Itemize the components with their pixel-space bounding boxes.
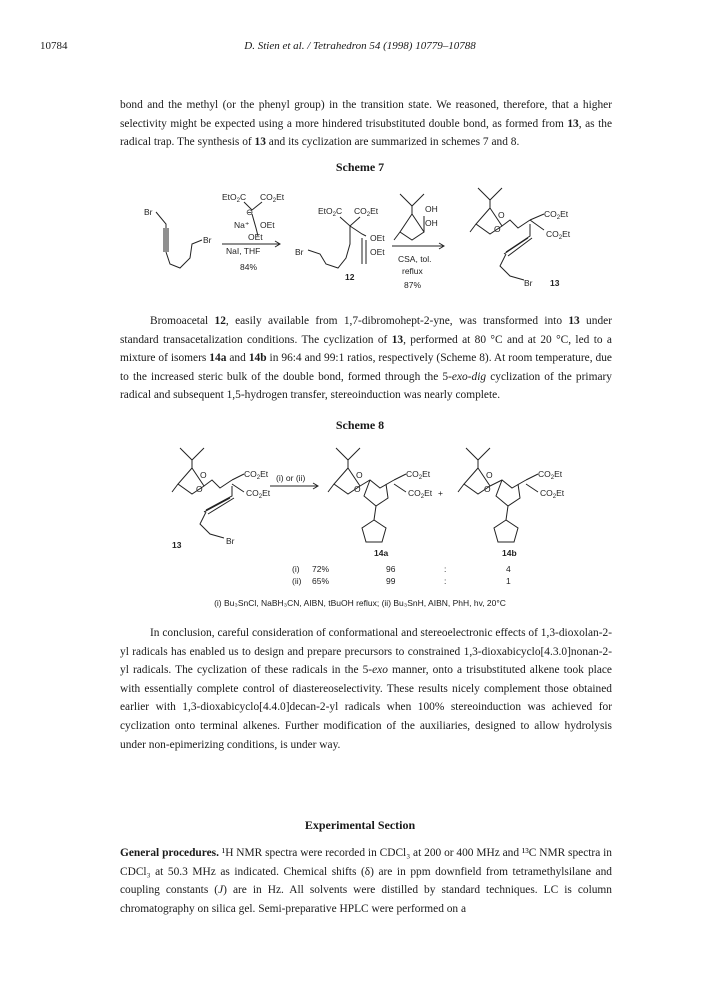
compound-12 bbox=[295, 206, 385, 282]
scheme7-figure bbox=[140, 184, 610, 296]
svg-text:CO2Et: $CO_2Et$ bbox=[540, 488, 565, 500]
svg-text:14b: 14b bbox=[502, 548, 517, 558]
svg-text:72%: 72% bbox=[312, 564, 330, 574]
scheme7-title: Scheme 7 bbox=[335, 160, 385, 174]
svg-text::: : bbox=[444, 564, 447, 574]
svg-text:CO2Et: $CO_2Et$ bbox=[260, 192, 285, 204]
paragraph-conclusion: In conclusion, careful consideration of conformational and stereoelectronic effects of 1,3-dioxolan-2-yl radicals has enabled us to design and prepare precursors to constrained 1,3-dioxabicyclo[4.3.0]nonan-2-yl radicals. The cyclization of these radicals in the 5-exo manner, onto a trisubstituted alkene took place with essentially complete control of diastereoselectivity. These results nicely complement those obtained earlier with 1,3-dioxabicyclo[4.4.0]decan-2-yl radicals when 100% stereoinduction was achieved for cyclization onto terminal alkenes. Further modification of the auxiliaries, designed to allow hydrolysis under non-epimerizing conditions, is under way. bbox=[120, 627, 612, 751]
svg-text::: : bbox=[444, 576, 447, 586]
svg-text:O: O bbox=[356, 470, 363, 480]
svg-text:NaI, THF: NaI, THF bbox=[226, 246, 261, 256]
svg-text:CO2Et: $CO_2Et$ bbox=[406, 469, 431, 481]
scheme7-reactants bbox=[144, 192, 285, 272]
svg-text:OEt: OEt bbox=[260, 220, 275, 230]
scheme7-diol bbox=[392, 194, 444, 290]
svg-text:(ii): (ii) bbox=[292, 576, 302, 586]
scheme8-figure bbox=[150, 444, 610, 592]
paragraph-general-procedures: General procedures. ¹H NMR spectra were recorded in CDCl₃ at 200 or 400 MHz and ¹³C NMR spectra in CDCl₃ at 50.3 MHz as indicated. Chemical shifts (δ) are in ppm downfield from tetramethylsilane and coupling constants (J) are in Hz. All solvents were distilled by standard techniques. LC is column chromatography on silica gel. Semi-preparative HPLC were performed on a bbox=[120, 847, 613, 915]
svg-text:O: O bbox=[486, 470, 493, 480]
svg-text:CO2Et: $CO_2Et$ bbox=[246, 488, 271, 500]
scheme8-results bbox=[292, 564, 511, 586]
svg-text:13: 13 bbox=[550, 278, 560, 288]
svg-text:Br: Br bbox=[144, 207, 153, 217]
svg-text:OEt: OEt bbox=[248, 232, 263, 242]
svg-text:OH: OH bbox=[425, 204, 438, 214]
scheme8-reagent: (i) or (ii) bbox=[276, 473, 306, 483]
page-number: 10784 bbox=[40, 40, 68, 52]
svg-text:reflux: reflux bbox=[402, 266, 423, 276]
paragraph-bromoacetal: Bromoacetal 12, easily available from 1,7-dibromohept-2-yne, was transformed into 13 under standard transacetalization conditions. The cyclization of 13, performed at 80 °C and at 20 °C, led to a mixture of isomers 14a and 14b in 96:4 and 99:1 ratios, respectively (Scheme 8). At room temperature, due to the increased steric bulk of the double bond, formed through the 5-exo-dig cyclization of the primary radical and subsequent 1,5-hydrogen transfer, stereoinduction was nearly complete. bbox=[120, 315, 612, 402]
svg-text:1: 1 bbox=[506, 576, 511, 586]
svg-text:EtO2C: EtO$_2$C bbox=[222, 192, 247, 204]
svg-text:CO2Et: $CO_2Et$ bbox=[546, 229, 571, 241]
svg-text:EtO2C: EtO$_2$C bbox=[318, 206, 343, 218]
compound-14b bbox=[458, 448, 565, 558]
svg-text:CO2Et: $CO_2Et$ bbox=[244, 469, 269, 481]
svg-text:4: 4 bbox=[506, 564, 511, 574]
svg-text:14a: 14a bbox=[374, 548, 389, 558]
svg-text:Br: Br bbox=[524, 278, 533, 288]
paragraph-intro: bond and the methyl (or the phenyl group) in the transition state. We reasoned, therefore, that a higher selectivity might be expected using a more hindered trisubstituted double bond, as formed from 13, as the radical trap. The synthesis of 13 and its cyclization are summarized in schemes 7 and 8. bbox=[120, 99, 612, 149]
compound-14a bbox=[328, 448, 433, 558]
svg-text:84%: 84% bbox=[240, 262, 258, 272]
svg-text:96: 96 bbox=[386, 564, 396, 574]
svg-text:CO2Et: $CO_2Et$ bbox=[408, 488, 433, 500]
svg-text:CSA, tol.: CSA, tol. bbox=[398, 254, 432, 264]
svg-text:Br: Br bbox=[203, 235, 212, 245]
svg-text:(i): (i) bbox=[292, 564, 300, 574]
svg-text:Br: Br bbox=[295, 247, 304, 257]
svg-text:O: O bbox=[200, 470, 207, 480]
svg-text:O: O bbox=[196, 484, 203, 494]
experimental-title: Experimental Section bbox=[304, 818, 416, 832]
running-head: D. Stien et al. / Tetrahedron 54 (1998) 10779–10788 bbox=[244, 40, 476, 52]
svg-text:87%: 87% bbox=[404, 280, 422, 290]
svg-text:12: 12 bbox=[345, 272, 355, 282]
scheme8-footnote: (i) Bu₃SnCl, NaBH₃CN, AIBN, tBuOH reflux; (ii) Bu₃SnH, AIBN, PhH, hv, 20°C bbox=[214, 598, 506, 608]
svg-text:CO2Et: $CO_2Et$ bbox=[538, 469, 563, 481]
svg-text:OH: OH bbox=[425, 218, 438, 228]
svg-text:O: O bbox=[498, 210, 505, 220]
scheme8-compound-13 bbox=[172, 448, 271, 550]
svg-text:OEt: OEt bbox=[370, 247, 385, 257]
svg-text:O: O bbox=[494, 224, 501, 234]
svg-text:CO2Et: $CO_2Et$ bbox=[354, 206, 379, 218]
svg-text:⊖: ⊖ bbox=[246, 207, 254, 217]
svg-text:O: O bbox=[484, 484, 491, 494]
compound-13 bbox=[470, 188, 571, 288]
svg-text:99: 99 bbox=[386, 576, 396, 586]
svg-text:13: 13 bbox=[172, 540, 182, 550]
svg-text:OEt: OEt bbox=[370, 233, 385, 243]
svg-text:65%: 65% bbox=[312, 576, 330, 586]
svg-text:Na⁺: Na⁺ bbox=[234, 220, 250, 230]
svg-text:CO2Et: $CO_2Et$ bbox=[544, 209, 569, 221]
svg-text:+: + bbox=[438, 488, 443, 498]
svg-text:O: O bbox=[354, 484, 361, 494]
svg-text:Br: Br bbox=[226, 536, 235, 546]
scheme8-title: Scheme 8 bbox=[335, 418, 385, 432]
